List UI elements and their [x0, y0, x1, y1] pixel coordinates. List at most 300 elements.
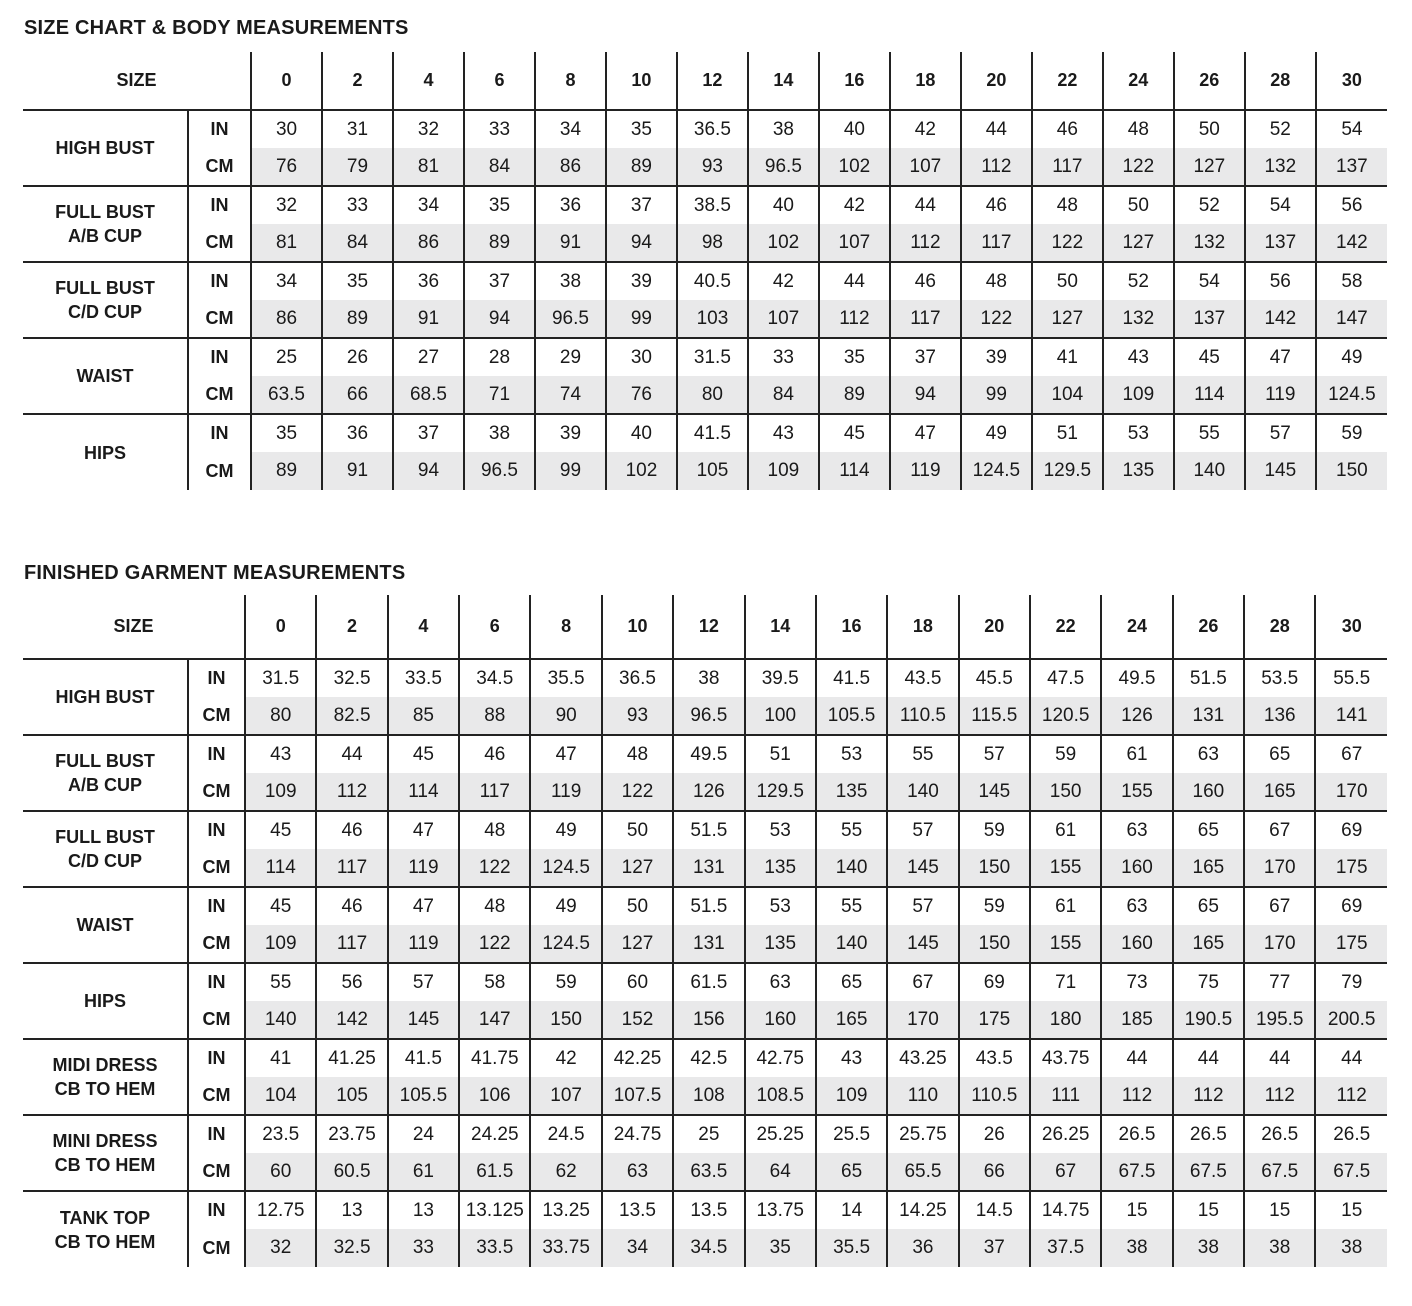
measurement-value: 45.5 [959, 659, 1030, 697]
measurement-value: 119 [388, 925, 459, 963]
measurement-value: 120.5 [1030, 697, 1101, 735]
unit-label-in: IN [207, 896, 226, 916]
measurement-value: 90 [530, 697, 601, 735]
body-chart-title: SIZE CHART & BODY MEASUREMENTS [24, 17, 409, 39]
measurement-value: 119 [530, 773, 601, 811]
measurement-value: 89 [464, 224, 535, 262]
measurement-value: 33 [464, 110, 535, 148]
measurement-value: 61 [1030, 887, 1101, 925]
measurement-value: 67 [1315, 735, 1387, 773]
measurement-value: 42.5 [673, 1039, 744, 1077]
measurement-value: 34 [393, 186, 464, 224]
measurement-value: 102 [606, 452, 677, 490]
measurement-value: 32 [393, 110, 464, 148]
measurement-value: 40 [819, 110, 890, 148]
measurement-value: 31 [322, 110, 393, 148]
measurement-value: 94 [464, 300, 535, 338]
measurement-value: 140 [1174, 452, 1245, 490]
measurement-in-row [23, 262, 1387, 300]
measurement-value: 127 [602, 925, 673, 963]
measurement-value: 160 [1101, 849, 1172, 887]
measurement-value: 69 [1315, 811, 1387, 849]
measurement-value: 46 [316, 887, 387, 925]
measurement-value: 122 [961, 300, 1032, 338]
measurement-value: 37.5 [1030, 1229, 1101, 1267]
measurement-value: 86 [251, 300, 322, 338]
measurement-value: 49.5 [1101, 659, 1172, 697]
size-column-header: 22 [1030, 595, 1101, 659]
measurement-label-line: FULL BUST [55, 751, 155, 771]
measurement-label-line: HIPS [83, 442, 126, 463]
measurement-value: 129.5 [745, 773, 816, 811]
measurement-value: 48 [1032, 186, 1103, 224]
measurement-value: 60 [245, 1153, 316, 1191]
measurement-value: 142 [316, 1001, 387, 1039]
measurement-label-line: MINI DRESS [52, 1131, 158, 1151]
measurement-value: 55.5 [1315, 659, 1387, 697]
measurement-value: 110.5 [959, 1077, 1030, 1115]
measurement-value: 127 [1103, 224, 1174, 262]
measurement-label-line: HIGH BUST [55, 687, 155, 707]
measurement-value: 62 [530, 1153, 601, 1191]
size-column-header: 28 [1245, 52, 1316, 110]
measurement-value: 57 [388, 963, 459, 1001]
measurement-value: 64 [745, 1153, 816, 1191]
measurement-value: 39 [535, 414, 606, 452]
measurement-label [23, 659, 188, 735]
measurement-value: 107 [530, 1077, 601, 1115]
measurement-label-line: A/B CUP [67, 775, 142, 795]
measurement-value: 58 [1316, 262, 1387, 300]
measurement-value: 94 [606, 224, 677, 262]
measurement-value: 32 [251, 186, 322, 224]
measurement-value: 65 [1173, 811, 1244, 849]
measurement-value: 56 [1316, 186, 1387, 224]
measurement-cm-row [23, 1153, 1387, 1191]
measurement-value: 47 [388, 887, 459, 925]
measurement-value: 114 [245, 849, 316, 887]
measurement-value: 42 [819, 186, 890, 224]
measurement-value: 84 [748, 376, 819, 414]
measurement-value: 84 [322, 224, 393, 262]
measurement-value: 45 [1174, 338, 1245, 376]
measurement-value: 111 [1030, 1077, 1101, 1115]
size-column-header: 0 [251, 52, 322, 110]
measurement-value: 150 [1316, 452, 1387, 490]
measurement-value: 63.5 [251, 376, 322, 414]
measurement-value: 41.5 [816, 659, 887, 697]
measurement-value: 55 [816, 811, 887, 849]
measurement-value: 117 [316, 849, 387, 887]
unit-label-in: IN [210, 271, 229, 291]
measurement-value: 32.5 [316, 659, 387, 697]
measurement-value: 50 [1174, 110, 1245, 148]
measurement-value: 135 [816, 773, 887, 811]
measurement-value: 65 [816, 1153, 887, 1191]
measurement-value: 36 [535, 186, 606, 224]
size-column-header: 10 [602, 595, 673, 659]
measurement-value: 57 [959, 735, 1030, 773]
measurement-value: 112 [819, 300, 890, 338]
measurement-value: 82.5 [316, 697, 387, 735]
measurement-value: 42 [748, 262, 819, 300]
measurement-label [23, 186, 188, 262]
measurement-value: 112 [1244, 1077, 1315, 1115]
measurement-value: 142 [1245, 300, 1316, 338]
measurement-value: 86 [535, 148, 606, 186]
size-column-header: 12 [677, 52, 748, 110]
unit-label-in: IN [207, 972, 226, 992]
measurement-value: 39.5 [745, 659, 816, 697]
unit-label-cm: CM [188, 148, 251, 186]
measurement-value: 67 [1030, 1153, 1101, 1191]
measurement-value: 63.5 [673, 1153, 744, 1191]
measurement-value: 131 [1173, 697, 1244, 735]
measurement-cm-row [23, 300, 1387, 338]
measurement-value: 34.5 [459, 659, 530, 697]
measurement-value: 43.5 [959, 1039, 1030, 1077]
measurement-value: 33 [322, 186, 393, 224]
measurement-value: 117 [316, 925, 387, 963]
measurement-value: 26 [959, 1115, 1030, 1153]
measurement-value: 43.25 [887, 1039, 958, 1077]
measurement-value: 38 [673, 659, 744, 697]
measurement-cm-row [23, 1001, 1387, 1039]
measurement-label-line: FULL BUST [55, 827, 155, 847]
size-column-header: 22 [1032, 52, 1103, 110]
measurement-value: 45 [245, 887, 316, 925]
measurement-value: 170 [1244, 925, 1315, 963]
measurement-value: 44 [1244, 1039, 1315, 1077]
size-column-header: 16 [819, 52, 890, 110]
measurement-value: 119 [388, 849, 459, 887]
measurement-value: 155 [1030, 849, 1101, 887]
measurement-cm-row [23, 773, 1387, 811]
measurement-value: 37 [464, 262, 535, 300]
measurement-cm-row [23, 1077, 1387, 1115]
measurement-value: 54 [1245, 186, 1316, 224]
measurement-value: 152 [602, 1001, 673, 1039]
measurement-value: 60.5 [316, 1153, 387, 1191]
measurement-value: 68.5 [393, 376, 464, 414]
size-column-header: 4 [388, 595, 459, 659]
measurement-value: 46 [459, 735, 530, 773]
size-column-header: 20 [959, 595, 1030, 659]
measurement-value: 33.5 [459, 1229, 530, 1267]
measurement-value: 33 [388, 1229, 459, 1267]
measurement-value: 65 [1244, 735, 1315, 773]
measurement-value: 42.75 [745, 1039, 816, 1077]
unit-label-cm: CM [188, 697, 245, 735]
measurement-cm-row [23, 376, 1387, 414]
size-column-header: 30 [1315, 595, 1387, 659]
measurement-value: 112 [1315, 1077, 1387, 1115]
measurement-value: 46 [961, 186, 1032, 224]
size-column-header: 18 [887, 595, 958, 659]
measurement-value: 34.5 [673, 1229, 744, 1267]
unit-label-cm: CM [205, 460, 234, 481]
measurement-value: 190.5 [1173, 1001, 1244, 1039]
measurement-label-line: WAIST [76, 915, 134, 935]
measurement-value: 63 [1173, 735, 1244, 773]
unit-label-in: IN [210, 119, 229, 139]
measurement-value: 43 [1103, 338, 1174, 376]
measurement-value: 48 [459, 887, 530, 925]
measurement-in-row [23, 338, 1387, 376]
measurement-value: 119 [1245, 376, 1316, 414]
measurement-value: 117 [459, 773, 530, 811]
measurement-value: 132 [1174, 224, 1245, 262]
measurement-value: 52 [1245, 110, 1316, 148]
measurement-value: 165 [1173, 849, 1244, 887]
measurement-value: 79 [322, 148, 393, 186]
measurement-value: 37 [959, 1229, 1030, 1267]
size-column-header: 6 [459, 595, 530, 659]
measurement-value: 96.5 [464, 452, 535, 490]
measurement-value: 105.5 [816, 697, 887, 735]
measurement-value: 150 [1030, 773, 1101, 811]
measurement-value: 107 [890, 148, 961, 186]
measurement-value: 94 [890, 376, 961, 414]
measurement-value: 41.75 [459, 1039, 530, 1077]
measurement-label [23, 1115, 188, 1191]
measurement-value: 61.5 [459, 1153, 530, 1191]
measurement-value: 13 [388, 1191, 459, 1229]
measurement-value: 58 [459, 963, 530, 1001]
measurement-value: 99 [961, 376, 1032, 414]
measurement-value: 160 [1101, 925, 1172, 963]
measurement-value: 46 [890, 262, 961, 300]
size-column-header: 12 [673, 595, 744, 659]
measurement-value: 35.5 [816, 1229, 887, 1267]
measurement-value: 96.5 [535, 300, 606, 338]
measurement-value: 43 [816, 1039, 887, 1077]
measurement-value: 96.5 [748, 148, 819, 186]
measurement-value: 26.5 [1173, 1115, 1244, 1153]
size-column-header: 26 [1174, 52, 1245, 110]
size-column-header: 2 [316, 595, 387, 659]
unit-label-cm: CM [188, 849, 245, 887]
measurement-value: 145 [959, 773, 1030, 811]
measurement-value: 26.25 [1030, 1115, 1101, 1153]
measurement-value: 67.5 [1315, 1153, 1387, 1191]
measurement-value: 49 [530, 811, 601, 849]
measurement-value: 38 [1315, 1229, 1387, 1267]
measurement-value: 56 [1245, 262, 1316, 300]
measurement-label-line: HIGH BUST [55, 138, 155, 158]
measurement-value: 156 [673, 1001, 744, 1039]
measurement-value: 55 [816, 887, 887, 925]
measurement-value: 47 [1245, 338, 1316, 376]
measurement-value: 122 [459, 849, 530, 887]
measurement-value: 55 [1174, 414, 1245, 452]
measurement-value: 114 [819, 452, 890, 490]
measurement-value: 31.5 [677, 338, 748, 376]
measurement-cm-row [23, 224, 1387, 262]
measurement-value: 106 [459, 1077, 530, 1115]
measurement-value: 110.5 [887, 697, 958, 735]
unit-label-cm: CM [188, 773, 245, 811]
measurement-value: 40 [748, 186, 819, 224]
measurement-value: 61 [1101, 735, 1172, 773]
measurement-value: 124.5 [1316, 376, 1387, 414]
size-column-header: 0 [245, 595, 316, 659]
measurement-value: 109 [245, 773, 316, 811]
measurement-value: 145 [388, 1001, 459, 1039]
measurement-value: 180 [1030, 1001, 1101, 1039]
measurement-label [23, 811, 188, 887]
measurement-value: 53 [1103, 414, 1174, 452]
measurement-value: 103 [677, 300, 748, 338]
measurement-value: 25.25 [745, 1115, 816, 1153]
measurement-value: 99 [535, 452, 606, 490]
measurement-value: 67 [887, 963, 958, 1001]
measurement-value: 55 [887, 735, 958, 773]
measurement-value: 37 [890, 338, 961, 376]
measurement-value: 109 [1103, 376, 1174, 414]
measurement-value: 77 [1244, 963, 1315, 1001]
measurement-value: 15 [1173, 1191, 1244, 1229]
measurement-value: 24.25 [459, 1115, 530, 1153]
measurement-cm-row [23, 849, 1387, 887]
measurement-value: 117 [961, 224, 1032, 262]
measurement-value: 67 [1244, 811, 1315, 849]
measurement-value: 24.5 [530, 1115, 601, 1153]
measurement-value: 85 [388, 697, 459, 735]
measurement-value: 44 [961, 110, 1032, 148]
measurement-value: 42.25 [602, 1039, 673, 1077]
size-column-header: 18 [890, 52, 961, 110]
measurement-label-line: HIPS [83, 991, 126, 1011]
measurement-value: 13.75 [745, 1191, 816, 1229]
measurement-value: 44 [1101, 1039, 1172, 1077]
size-column-header: 2 [322, 52, 393, 110]
measurement-value: 26 [322, 338, 393, 376]
measurement-value: 89 [606, 148, 677, 186]
measurement-label [23, 1039, 188, 1115]
measurement-value: 117 [1032, 148, 1103, 186]
measurement-value: 42 [890, 110, 961, 148]
measurement-label-line: CB TO HEM [54, 1231, 156, 1252]
measurement-value: 126 [1101, 697, 1172, 735]
measurement-value: 150 [530, 1001, 601, 1039]
measurement-value: 81 [251, 224, 322, 262]
measurement-value: 41 [245, 1039, 316, 1077]
unit-label-in: IN [207, 744, 226, 764]
measurement-value: 34 [251, 262, 322, 300]
size-column-header: 30 [1316, 52, 1387, 110]
measurement-value: 89 [819, 376, 890, 414]
measurement-value: 15 [1101, 1191, 1172, 1229]
measurement-value: 132 [1103, 300, 1174, 338]
measurement-value: 124.5 [530, 849, 601, 887]
measurement-value: 108.5 [745, 1077, 816, 1115]
measurement-value: 14.25 [887, 1191, 958, 1229]
measurement-value: 140 [816, 849, 887, 887]
measurement-value: 28 [464, 338, 535, 376]
measurement-value: 112 [890, 224, 961, 262]
measurement-value: 61 [1030, 811, 1101, 849]
size-label: SIZE [23, 52, 251, 110]
size-column-header: 4 [393, 52, 464, 110]
measurement-value: 52 [1174, 186, 1245, 224]
size-column-header: 14 [748, 52, 819, 110]
measurement-value: 24 [388, 1115, 459, 1153]
measurement-value: 117 [890, 300, 961, 338]
measurement-value: 35 [606, 110, 677, 148]
measurement-value: 41.5 [677, 414, 748, 452]
unit-label-in: IN [207, 1124, 226, 1144]
size-column-header: 26 [1173, 595, 1244, 659]
measurement-value: 36 [322, 414, 393, 452]
measurement-value: 29 [535, 338, 606, 376]
measurement-value: 51 [745, 735, 816, 773]
measurement-value: 51.5 [1173, 659, 1244, 697]
measurement-value: 40 [606, 414, 677, 452]
measurement-value: 76 [606, 376, 677, 414]
measurement-value: 75 [1173, 963, 1244, 1001]
measurement-value: 127 [602, 849, 673, 887]
measurement-in-row [23, 963, 1387, 1001]
measurement-value: 114 [1174, 376, 1245, 414]
measurement-cm-row [23, 452, 1387, 490]
measurement-value: 137 [1245, 224, 1316, 262]
measurement-value: 96.5 [673, 697, 744, 735]
measurement-value: 112 [961, 148, 1032, 186]
measurement-value: 38 [1173, 1229, 1244, 1267]
measurement-value: 54 [1174, 262, 1245, 300]
measurement-value: 50 [602, 811, 673, 849]
measurement-value: 141 [1315, 697, 1387, 735]
measurement-label-line: TANK TOP [59, 1207, 151, 1228]
measurement-value: 34 [602, 1229, 673, 1267]
measurement-value: 165 [1173, 925, 1244, 963]
measurement-value: 25 [673, 1115, 744, 1153]
unit-label-cm: CM [188, 925, 245, 963]
measurement-value: 89 [251, 452, 322, 490]
measurement-value: 13.5 [673, 1191, 744, 1229]
measurement-label [23, 338, 188, 414]
measurement-value: 39 [606, 262, 677, 300]
measurement-value: 14 [816, 1191, 887, 1229]
size-column-header: 16 [816, 595, 887, 659]
measurement-value: 112 [1101, 1077, 1172, 1115]
measurement-label [23, 1191, 188, 1267]
measurement-value: 69 [959, 963, 1030, 1001]
measurement-value: 60 [602, 963, 673, 1001]
unit-label-cm: CM [188, 1153, 245, 1191]
measurement-value: 76 [251, 148, 322, 186]
measurement-value: 53 [816, 735, 887, 773]
measurement-value: 165 [1244, 773, 1315, 811]
measurement-value: 35 [745, 1229, 816, 1267]
measurement-value: 89 [322, 300, 393, 338]
measurement-value: 51.5 [673, 887, 744, 925]
measurement-value: 74 [535, 376, 606, 414]
measurement-value: 13.125 [459, 1191, 530, 1229]
garment-chart-title: FINISHED GARMENT MEASUREMENTS [24, 562, 406, 584]
measurement-value: 99 [606, 300, 677, 338]
measurement-value: 91 [322, 452, 393, 490]
measurement-value: 48 [459, 811, 530, 849]
measurement-value: 175 [1315, 849, 1387, 887]
measurement-value: 135 [1103, 452, 1174, 490]
measurement-value: 65 [816, 963, 887, 1001]
measurement-value: 23.75 [316, 1115, 387, 1153]
measurement-value: 107.5 [602, 1077, 673, 1115]
measurement-value: 25 [251, 338, 322, 376]
measurement-value: 108 [673, 1077, 744, 1115]
